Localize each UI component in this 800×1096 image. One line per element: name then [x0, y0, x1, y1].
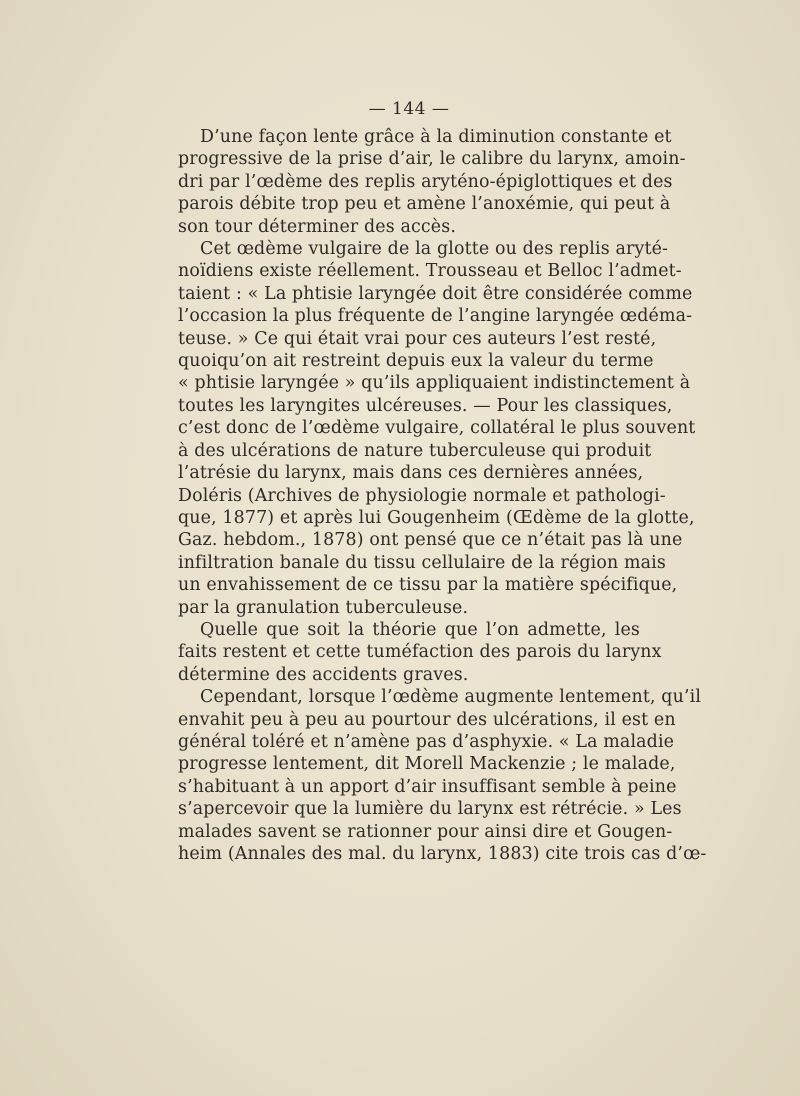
text-line: l’atrésie du larynx, mais dans ces dernières années,: [178, 463, 644, 484]
page-number: — 144 —: [368, 99, 450, 119]
text-line: envahit peu à peu au pourtour des ulcérations, il est en: [178, 709, 676, 730]
text-line: s’habituant à un apport d’air insuffisant semble à peine: [178, 776, 677, 797]
text-line: Doléris (Archives de physiologie normale et pathologi-: [178, 485, 666, 506]
text-line: Cependant, lorsque l’œdème augmente lentement, qu’il: [200, 687, 702, 708]
text-line: D’une façon lente grâce à la diminution constante et: [200, 127, 672, 147]
paragraph: [178, 686, 707, 865]
paragraph: [178, 126, 686, 238]
text-line: Quelle que soit la théorie que l’on admette, les: [200, 619, 640, 640]
text-line: par la granulation tuberculeuse.: [178, 597, 469, 618]
text-line: détermine des accidents graves.: [178, 664, 469, 685]
text-line: quoiqu’on ait restreint depuis eux la valeur du terme: [178, 351, 654, 372]
text-line: s’apercevoir que la lumière du larynx est rétrécie. » Les: [178, 799, 682, 820]
paragraph: [178, 238, 696, 619]
text-line: à des ulcérations de nature tuberculeuse qui produit: [178, 440, 652, 461]
text-line: « phtisie laryngée » qu’ils appliquaient indistinctement à: [178, 373, 691, 394]
paragraph: [178, 619, 662, 686]
text-line: faits restent et cette tuméfaction des parois du larynx: [178, 642, 662, 663]
text-line: Cet œdème vulgaire de la glotte ou des replis aryté-: [200, 239, 669, 260]
text-line: l’occasion la plus fréquente de l’angine laryngée œdéma-: [178, 306, 693, 327]
text-line: c’est donc de l’œdème vulgaire, collatéral le plus souvent: [178, 418, 696, 439]
text-line: que, 1877) et après lui Gougenheim (Œdème de la glotte,: [178, 507, 695, 528]
text-line: noïdiens existe réellement. Trousseau et Belloc l’admet-: [178, 261, 682, 282]
text-line: progressive de la prise d’air, le calibre du larynx, amoin-: [178, 149, 686, 170]
text-line: teuse. » Ce qui était vrai pour ces auteurs l’est resté,: [178, 328, 657, 349]
book-page: [178, 98, 707, 865]
text-body: [178, 126, 707, 865]
text-line: heim (Annales des mal. du larynx, 1883) cite trois cas d’œ-: [178, 844, 707, 864]
text-line: Gaz. hebdom., 1878) ont pensé que ce n’était pas là une: [178, 530, 683, 551]
text-line: infiltration banale du tissu cellulaire de la région mais: [178, 552, 666, 573]
text-line: malades savent se rationner pour ainsi dire et Gougen-: [178, 821, 673, 842]
text-line: taient : « La phtisie laryngée doit être considérée comme: [178, 283, 693, 304]
text-line: dri par l’œdème des replis aryténo-épiglottiques et des: [178, 171, 673, 192]
text-line: progresse lentement, dit Morell Mackenzie ; le malade,: [178, 754, 676, 775]
text-line: son tour déterminer des accès.: [178, 216, 456, 237]
text-line: toutes les laryngites ulcéreuses. — Pour les classiques,: [178, 395, 673, 416]
text-line: un envahissement de ce tissu par la matière spécifique,: [178, 575, 678, 596]
text-line: parois débite trop peu et amène l’anoxémie, qui peut à: [178, 194, 671, 215]
text-line: général toléré et n’amène pas d’asphyxie. « La maladie: [178, 731, 675, 752]
